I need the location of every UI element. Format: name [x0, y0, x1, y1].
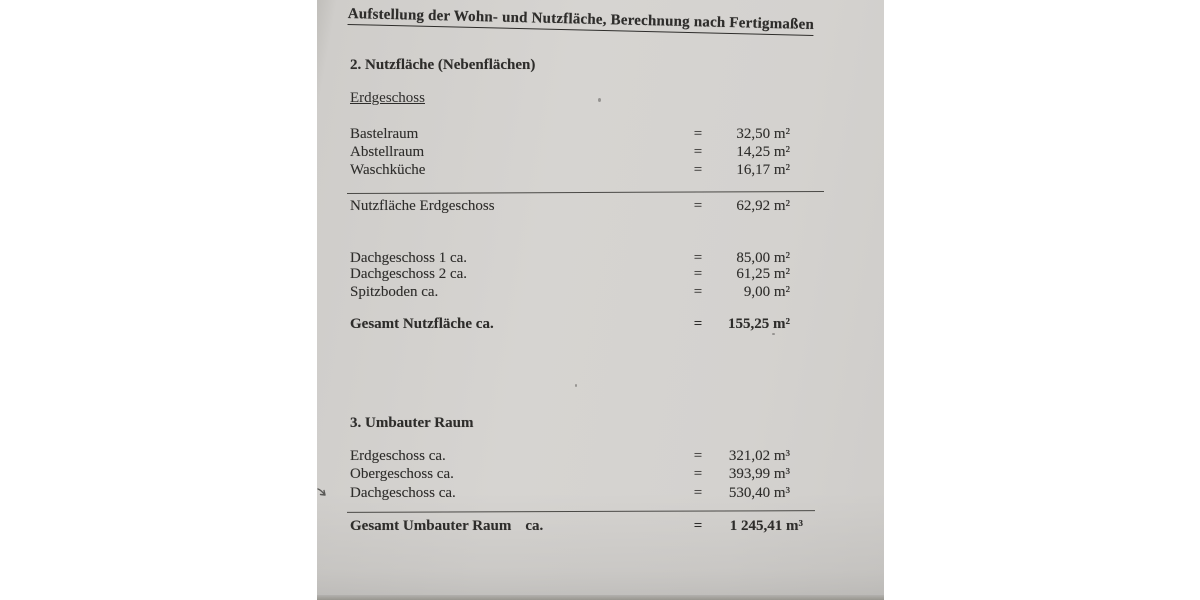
row-label: Abstellraum — [350, 144, 425, 160]
subheading-erdgeschoss: Erdgeschoss — [350, 90, 425, 106]
equals-sign: = — [693, 518, 703, 534]
row-value: 32,50 m² — [736, 126, 790, 142]
row-label: Dachgeschoss 2 ca. — [350, 266, 468, 282]
row-value: 393,99 m³ — [728, 466, 790, 482]
paper-sheet — [317, 0, 884, 600]
table-row-total-umbauter-raum — [350, 517, 803, 535]
row-label: Dachgeschoss ca. — [350, 485, 456, 501]
table-row-bastelraum — [350, 125, 790, 143]
table-row-abstellraum — [350, 143, 790, 161]
row-value: 155,25 m² — [728, 316, 790, 332]
equals-sign: = — [693, 448, 703, 464]
table-row-spitzboden — [350, 283, 790, 301]
equals-sign: = — [693, 284, 703, 300]
equals-sign: = — [693, 266, 703, 282]
row-value: 62,92 m² — [736, 198, 790, 214]
handwritten-margin-mark-icon — [316, 486, 330, 502]
document-title: Aufstellung der Wohn- und Nutzfläche, Berechnung nach Fertigmaßen — [348, 6, 815, 36]
row-label: Nutzfläche Erdgeschoss — [350, 198, 495, 214]
row-value: 530,40 m³ — [728, 485, 790, 501]
equals-sign: = — [693, 466, 703, 482]
equals-sign: = — [693, 250, 703, 266]
section-heading-umbauter-raum: 3. Umbauter Raum — [350, 415, 474, 431]
row-label: Bastelraum — [350, 126, 419, 142]
equals-sign: = — [693, 198, 703, 214]
paper-bottom-edge — [317, 595, 884, 600]
equals-sign: = — [693, 144, 703, 160]
total-divider-line — [347, 510, 815, 513]
equals-sign: = — [693, 316, 703, 332]
row-label: Erdgeschoss ca. — [350, 448, 446, 464]
row-label: Waschküche — [350, 162, 426, 178]
table-row-dachgeschoss-2 — [350, 265, 790, 283]
row-label-text: Gesamt Umbauter Raum — [350, 518, 512, 534]
row-value: 9,00 m² — [743, 284, 790, 300]
row-value: 1 245,41 m³ — [729, 518, 803, 534]
document-title-wrap — [348, 5, 815, 34]
row-label: Spitzboden ca. — [350, 284, 439, 300]
scan-speck — [575, 384, 577, 387]
row-label: Gesamt Nutzfläche ca. — [350, 316, 494, 332]
row-label: Obergeschoss ca. — [350, 466, 454, 482]
row-value: 85,00 m² — [736, 250, 790, 266]
scan-speck — [772, 333, 775, 335]
table-row-subtotal-erdgeschoss — [350, 197, 790, 215]
table-row-erdgeschoss-volumen — [350, 447, 790, 465]
row-label-suffix: ca. — [525, 518, 544, 534]
row-value: 16,17 m² — [736, 162, 790, 178]
row-label — [350, 517, 685, 535]
row-value: 61,25 m² — [736, 266, 790, 282]
subtotal-divider-line — [347, 191, 824, 194]
row-label: Dachgeschoss 1 ca. — [350, 250, 468, 266]
equals-sign: = — [693, 485, 703, 501]
table-row-waschkueche — [350, 161, 790, 179]
row-value: 321,02 m³ — [728, 448, 790, 464]
table-row-total-nutzflaeche — [350, 315, 790, 333]
section-heading-nutzflaeche: 2. Nutzfläche (Nebenflächen) — [350, 57, 536, 73]
table-row-dachgeschoss-volumen — [350, 484, 790, 502]
table-row-obergeschoss-volumen — [350, 465, 790, 483]
row-value: 14,25 m² — [736, 144, 790, 160]
scan-speck — [598, 98, 601, 102]
equals-sign: = — [693, 126, 703, 142]
equals-sign: = — [693, 162, 703, 178]
